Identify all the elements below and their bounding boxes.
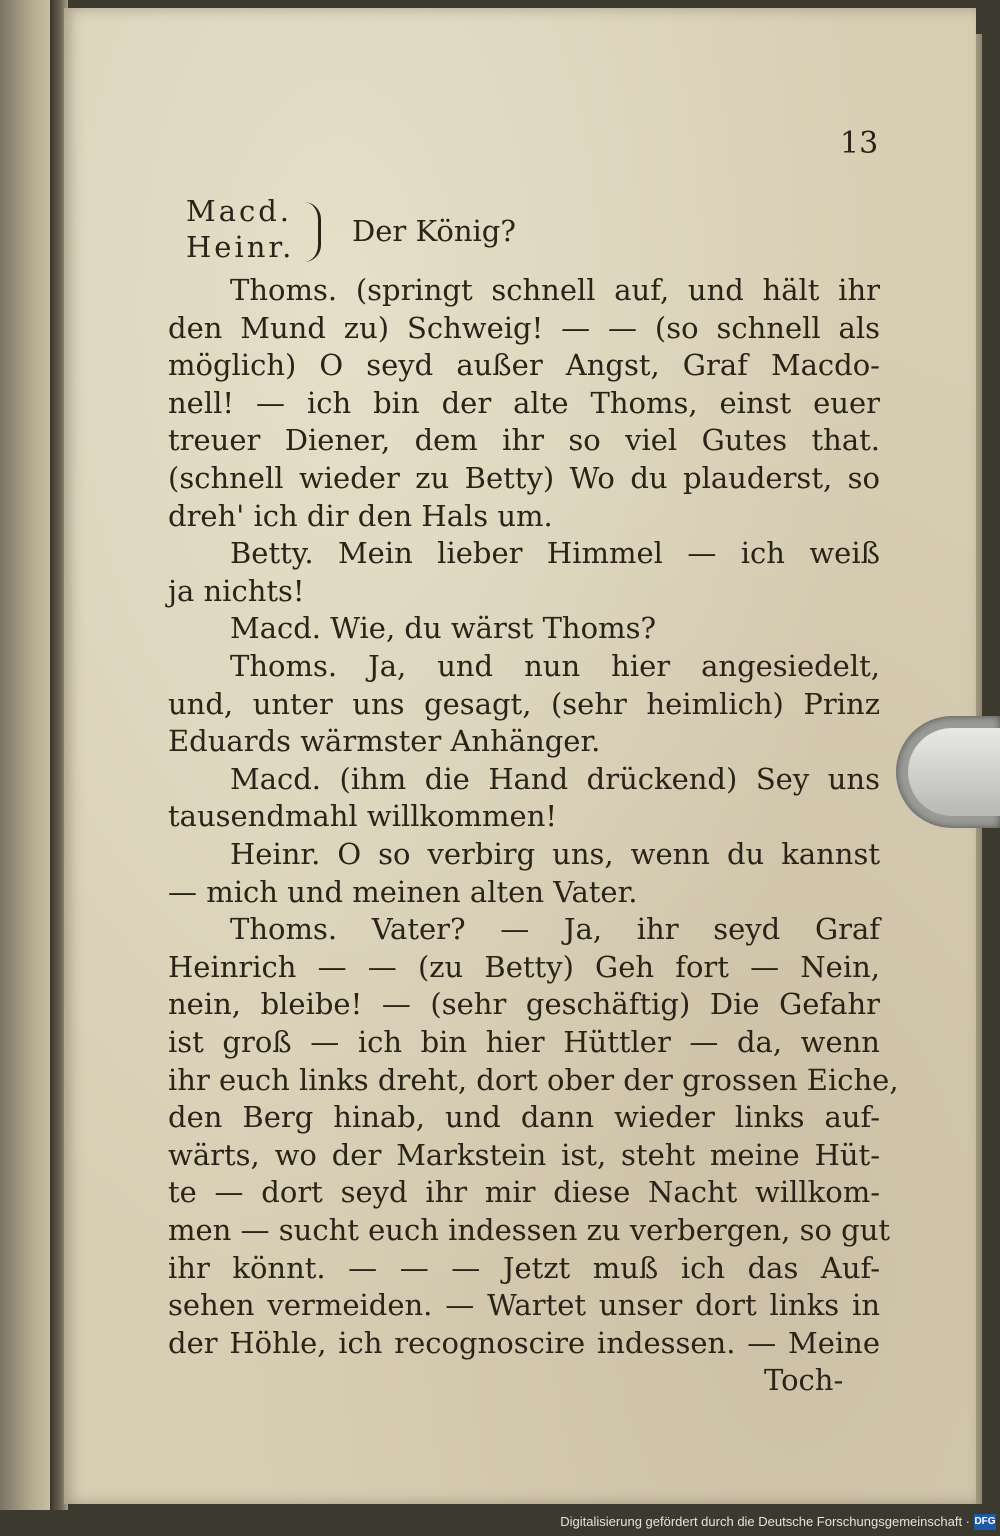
text-line: und, unter uns gesagt, (sehr heimlich) Prinz bbox=[168, 686, 880, 721]
text-line: nell! — ich bin der alte Thoms, einst euer bbox=[168, 385, 880, 420]
page-tab-clip bbox=[896, 716, 1000, 828]
text-line: den Berg hinab, und dann wieder links auf- bbox=[168, 1100, 880, 1135]
speaker-macd: Macd. bbox=[186, 194, 293, 228]
text-line: — mich und meinen alten Vater. bbox=[168, 874, 638, 909]
text-line: Macd. (ihm die Hand drückend) Sey uns bbox=[230, 761, 880, 796]
footer-credit: Digitalisierung gefördert durch die Deutsche Forschungsgemeinschaft · bbox=[560, 1514, 970, 1529]
text-line: ihr euch links dreht, dort ober der grossen Eiche, bbox=[168, 1062, 899, 1097]
text-line: wärts, wo der Markstein ist, steht meine Hüt- bbox=[168, 1137, 880, 1172]
catchword: Toch- bbox=[764, 1363, 844, 1398]
text-line: möglich) O seyd außer Angst, Graf Macdo- bbox=[168, 348, 880, 383]
text-line: ja nichts! bbox=[168, 573, 305, 608]
text-line: Macd. Wie, du wärst Thoms? bbox=[230, 611, 656, 646]
text-line: Thoms. (springt schnell auf, und hält ihr bbox=[230, 273, 880, 307]
left-page-edge bbox=[0, 0, 56, 1510]
text-line: (schnell wieder zu Betty) Wo du plauderst, so bbox=[168, 461, 880, 495]
dfg-logo: DFG bbox=[974, 1514, 996, 1530]
page-number: 13 bbox=[840, 126, 879, 161]
text-line: men — sucht euch indessen zu verbergen, so gut bbox=[168, 1213, 891, 1247]
text-line: Betty. Mein lieber Himmel — ich weiß bbox=[230, 536, 880, 571]
text-line: ist groß — ich bin hier Hüttler — da, wenn bbox=[168, 1025, 880, 1059]
text-line: Heinrich — — (zu Betty) Geh fort — Nein, bbox=[168, 949, 880, 984]
page-tab-clip-inner bbox=[908, 728, 1000, 816]
text-line: dreh' ich dir den Hals um. bbox=[168, 498, 553, 533]
book-page bbox=[64, 8, 976, 1504]
text-line: ihr könnt. — — — Jetzt muß ich das Auf- bbox=[168, 1250, 880, 1285]
text-line: den Mund zu) Schweig! — — (so schnell als bbox=[168, 310, 880, 345]
text-line: nein, bleibe! — (sehr geschäftig) Die Gefahr bbox=[168, 987, 880, 1022]
text-line: der Höhle, ich recognoscire indessen. — Meine bbox=[168, 1325, 880, 1360]
text-line: treuer Diener, dem ihr so viel Gutes that. bbox=[168, 423, 880, 458]
footer-bar bbox=[0, 1510, 1000, 1536]
text-line: Thoms. Vater? — Ja, ihr seyd Graf bbox=[230, 912, 880, 947]
text-line: te — dort seyd ihr mir diese Nacht willkom- bbox=[168, 1175, 880, 1210]
text-line: Thoms. Ja, und nun hier angesiedelt, bbox=[230, 649, 880, 683]
text-line: Eduards wärmster Anhänger. bbox=[168, 724, 601, 759]
brace-speech: Der König? bbox=[352, 214, 516, 248]
text-line: sehen vermeiden. — Wartet unser dort links in bbox=[168, 1288, 880, 1323]
text-line: tausendmahl willkommen! bbox=[168, 799, 558, 834]
speaker-heinr: Heinr. bbox=[186, 230, 295, 264]
text-line: Heinr. O so verbirg uns, wenn du kannst bbox=[230, 837, 880, 871]
curly-brace bbox=[304, 202, 321, 262]
